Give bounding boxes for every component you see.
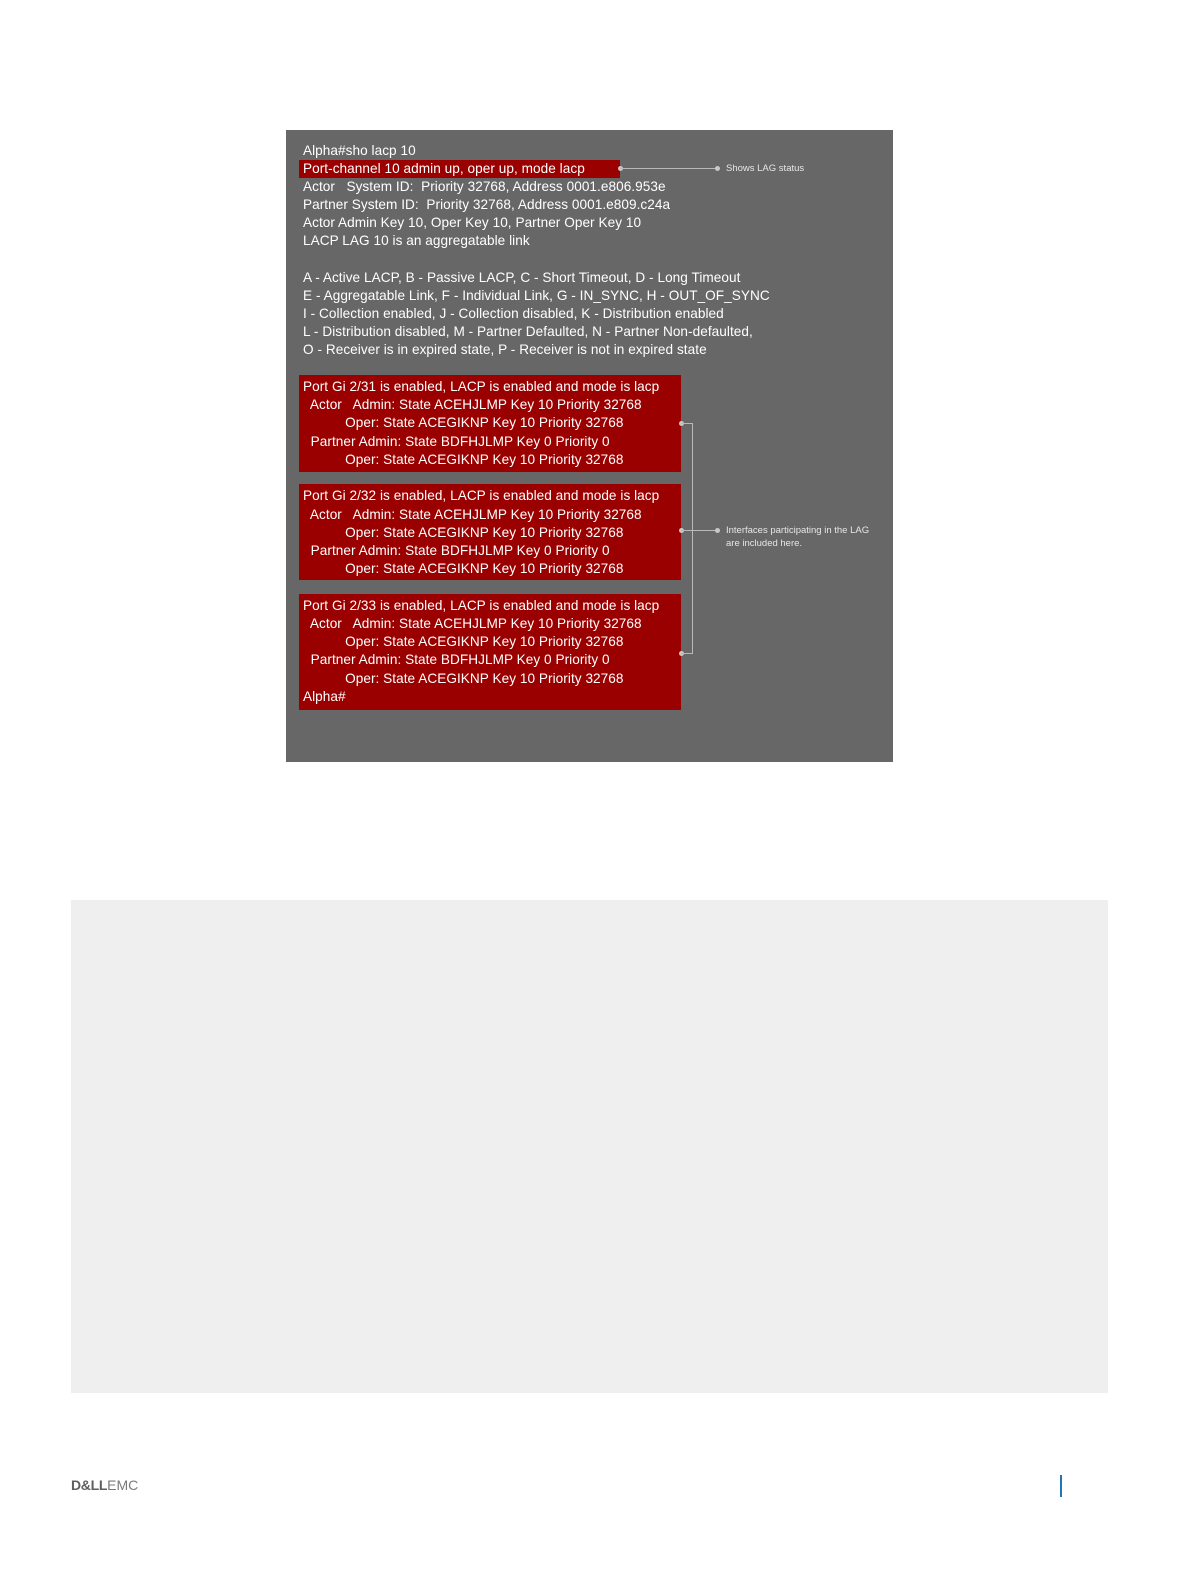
cli-command: Alpha#sho lacp 10 [303, 143, 416, 158]
callout-dot [715, 528, 720, 533]
cli-port-partner-oper: Oper: State ACEGIKNP Key 10 Priority 32768 [303, 671, 624, 686]
callout-leader-line [620, 168, 718, 169]
callout-interfaces-line1: Interfaces participating in the LAG [726, 525, 870, 536]
cli-prompt: Alpha# [303, 689, 346, 704]
cli-port-partner-oper: Oper: State ACEGIKNP Key 10 Priority 32768 [303, 561, 624, 576]
cli-legend-line: O - Receiver is in expired state, P - Receiver is not in expired state [303, 342, 707, 357]
cli-port-header: Port Gi 2/33 is enabled, LACP is enabled and mode is lacp [303, 598, 660, 613]
cli-legend-line: I - Collection enabled, J - Collection disabled, K - Distribution enabled [303, 306, 724, 321]
cli-aggregatable: LACP LAG 10 is an aggregatable link [303, 233, 530, 248]
cli-legend-line: L - Distribution disabled, M - Partner Defaulted, N - Partner Non-defaulted, [303, 324, 753, 339]
cli-portchannel-status: Port-channel 10 admin up, oper up, mode lacp [303, 161, 585, 176]
logo-emc: EMC [107, 1477, 139, 1493]
cli-legend-line: E - Aggregatable Link, F - Individual Link, G - IN_SYNC, H - OUT_OF_SYNC [303, 288, 770, 303]
cli-legend-line: A - Active LACP, B - Passive LACP, C - Short Timeout, D - Long Timeout [303, 270, 741, 285]
cli-port-partner-admin: Partner Admin: State BDFHJLMP Key 0 Priority 0 [303, 543, 610, 558]
dell-emc-logo [71, 1477, 138, 1493]
lacp-cli-figure [286, 130, 893, 762]
cli-port-header: Port Gi 2/32 is enabled, LACP is enabled and mode is lacp [303, 488, 660, 503]
callout-leader-line [681, 530, 718, 531]
cli-port-header: Port Gi 2/31 is enabled, LACP is enabled and mode is lacp [303, 379, 660, 394]
cli-port-actor-oper: Oper: State ACEGIKNP Key 10 Priority 32768 [303, 634, 624, 649]
blank-panel [71, 900, 1108, 1393]
callout-lag-status: Shows LAG status [726, 163, 805, 174]
cli-port-partner-admin: Partner Admin: State BDFHJLMP Key 0 Priority 0 [303, 434, 610, 449]
cli-port-partner-oper: Oper: State ACEGIKNP Key 10 Priority 32768 [303, 452, 624, 467]
cli-port-actor-admin: Actor Admin: State ACEHJLMP Key 10 Priority 32768 [303, 397, 642, 412]
cli-port-actor-oper: Oper: State ACEGIKNP Key 10 Priority 32768 [303, 525, 624, 540]
cli-port-actor-admin: Actor Admin: State ACEHJLMP Key 10 Priority 32768 [303, 507, 642, 522]
bracket-vertical [692, 423, 693, 654]
logo-dell: D&LL [71, 1477, 108, 1493]
cli-port-actor-oper: Oper: State ACEGIKNP Key 10 Priority 32768 [303, 415, 624, 430]
cli-port-actor-admin: Actor Admin: State ACEHJLMP Key 10 Priority 32768 [303, 616, 642, 631]
page-number-marker [1060, 1475, 1062, 1497]
cli-actor-system: Actor System ID: Priority 32768, Address 0001.e806.953e [303, 179, 666, 194]
cli-partner-system: Partner System ID: Priority 32768, Address 0001.e809.c24a [303, 197, 671, 212]
cli-port-partner-admin: Partner Admin: State BDFHJLMP Key 0 Priority 0 [303, 652, 610, 667]
callout-interfaces-line2: are included here. [726, 538, 803, 549]
callout-dot [715, 166, 720, 171]
cli-keys: Actor Admin Key 10, Oper Key 10, Partner Oper Key 10 [303, 215, 642, 230]
